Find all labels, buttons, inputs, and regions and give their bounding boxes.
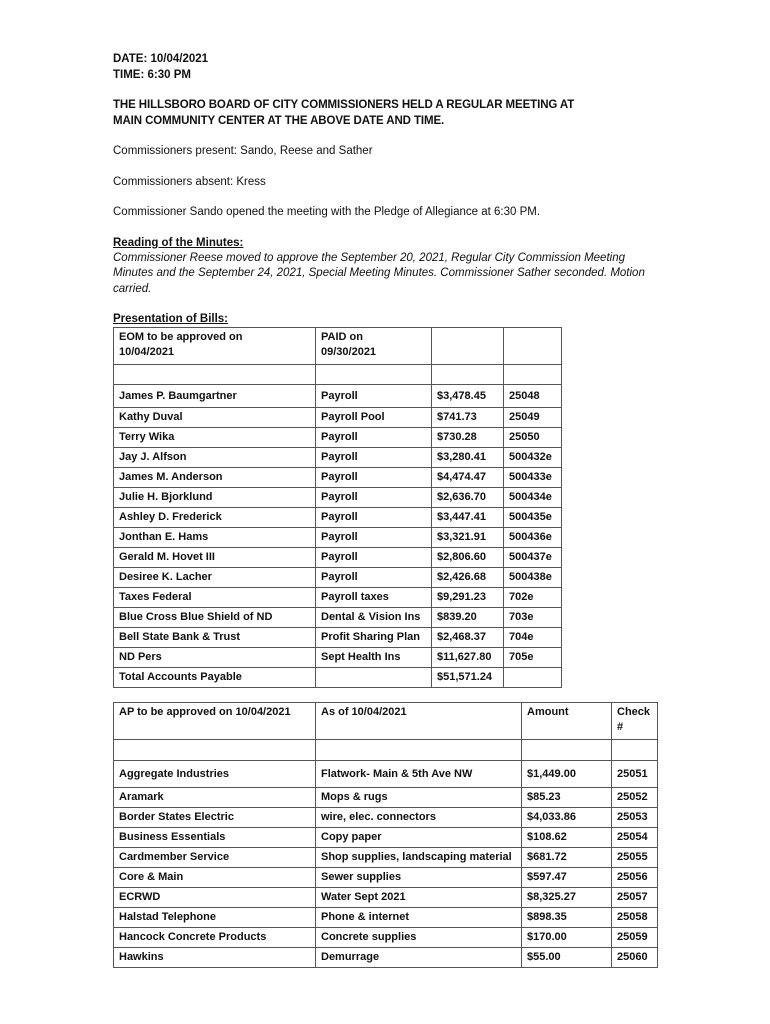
name-cell: Bell State Bank & Trust xyxy=(114,628,316,648)
amount-cell: $839.20 xyxy=(432,608,504,628)
desc-cell: Shop supplies, landscaping material xyxy=(316,848,522,868)
check-cell: 704e xyxy=(504,628,562,648)
table-row xyxy=(114,868,658,888)
amount-cell: $741.73 xyxy=(432,408,504,428)
amount-cell: $597.47 xyxy=(522,868,612,888)
check-cell: 25056 xyxy=(612,868,658,888)
desc-cell: Dental & Vision Ins xyxy=(316,608,432,628)
bills-heading: Presentation of Bills: xyxy=(113,313,229,325)
check-cell: 25055 xyxy=(612,848,658,868)
check-cell: 500438e xyxy=(504,568,562,588)
name-cell: James M. Anderson xyxy=(114,468,316,488)
bills-total-label: Total Accounts Payable xyxy=(114,668,316,688)
commissioners-absent: Commissioners absent: Kress xyxy=(113,175,266,188)
amount-cell: $2,468.37 xyxy=(432,628,504,648)
check-cell: 25054 xyxy=(612,828,658,848)
desc-cell: Payroll xyxy=(316,448,432,468)
meeting-title-line1: THE HILLSBORO BOARD OF CITY COMMISSIONERS HELD A REGULAR MEETING AT xyxy=(113,99,575,111)
bills-total-amount: $51,571.24 xyxy=(432,668,504,688)
bills-col2-header-line2: 09/30/2021 xyxy=(321,346,377,358)
ap-col4-header-line2: # xyxy=(617,721,624,733)
desc-cell: Mops & rugs xyxy=(316,788,522,808)
ap-col2-header: As of 10/04/2021 xyxy=(316,703,522,740)
amount-cell: $9,291.23 xyxy=(432,588,504,608)
table-row xyxy=(114,528,562,548)
table-row xyxy=(114,948,658,968)
name-cell: Core & Main xyxy=(114,868,316,888)
table-row xyxy=(114,928,658,948)
desc-cell: Concrete supplies xyxy=(316,928,522,948)
amount-cell: $4,474.47 xyxy=(432,468,504,488)
name-cell: Jay J. Alfson xyxy=(114,448,316,468)
desc-cell: Payroll xyxy=(316,428,432,448)
desc-cell: Payroll xyxy=(316,488,432,508)
desc-cell: Payroll Pool xyxy=(316,408,432,428)
check-cell: 500432e xyxy=(504,448,562,468)
desc-cell: Flatwork- Main & 5th Ave NW xyxy=(316,761,522,788)
desc-cell: Payroll xyxy=(316,568,432,588)
bills-col1-header-line2: 10/04/2021 xyxy=(119,346,175,358)
minutes-line3: carried. xyxy=(113,282,152,295)
check-cell: 25058 xyxy=(612,908,658,928)
check-cell: 25052 xyxy=(612,788,658,808)
check-cell: 25057 xyxy=(612,888,658,908)
check-cell: 25049 xyxy=(504,408,562,428)
amount-cell: $898.35 xyxy=(522,908,612,928)
amount-cell: $8,325.27 xyxy=(522,888,612,908)
name-cell: Kathy Duval xyxy=(114,408,316,428)
name-cell: Gerald M. Hovet III xyxy=(114,548,316,568)
name-cell: Jonthan E. Hams xyxy=(114,528,316,548)
check-cell: 25050 xyxy=(504,428,562,448)
check-cell: 500436e xyxy=(504,528,562,548)
name-cell: James P. Baumgartner xyxy=(114,385,316,408)
name-cell: ECRWD xyxy=(114,888,316,908)
name-cell: Halstad Telephone xyxy=(114,908,316,928)
table-row xyxy=(114,648,562,668)
name-cell: Taxes Federal xyxy=(114,588,316,608)
check-cell: 25048 xyxy=(504,385,562,408)
meeting-date: DATE: 10/04/2021 xyxy=(113,53,209,65)
desc-cell: Sept Health Ins xyxy=(316,648,432,668)
check-cell: 25051 xyxy=(612,761,658,788)
meeting-time: TIME: 6:30 PM xyxy=(113,68,191,81)
amount-cell: $85.23 xyxy=(522,788,612,808)
name-cell: Blue Cross Blue Shield of ND xyxy=(114,608,316,628)
amount-cell: $2,426.68 xyxy=(432,568,504,588)
table-row xyxy=(114,448,562,468)
meeting-title-line2: MAIN COMMUNITY CENTER AT THE ABOVE DATE AND TIME. xyxy=(113,114,445,127)
amount-cell: $2,636.70 xyxy=(432,488,504,508)
name-cell: Ashley D. Frederick xyxy=(114,508,316,528)
check-cell: 703e xyxy=(504,608,562,628)
desc-cell: Payroll taxes xyxy=(316,588,432,608)
table-row xyxy=(114,761,658,788)
check-cell: 705e xyxy=(504,648,562,668)
bills-col2-header-line1: PAID on xyxy=(321,331,363,343)
ap-col4-header-line1: Check xyxy=(617,706,651,718)
table-row xyxy=(114,908,658,928)
document-page xyxy=(113,52,673,968)
amount-cell: $2,806.60 xyxy=(432,548,504,568)
table-row xyxy=(114,828,658,848)
name-cell: Hawkins xyxy=(114,948,316,968)
commissioners-present: Commissioners present: Sando, Reese and Sather xyxy=(113,145,373,157)
amount-cell: $3,478.45 xyxy=(432,385,504,408)
bills-col1-header xyxy=(114,328,316,365)
desc-cell: Sewer supplies xyxy=(316,868,522,888)
table-row xyxy=(114,888,658,908)
amount-cell: $1,449.00 xyxy=(522,761,612,788)
name-cell: Aramark xyxy=(114,788,316,808)
desc-cell: Payroll xyxy=(316,508,432,528)
amount-cell: $170.00 xyxy=(522,928,612,948)
desc-cell: Payroll xyxy=(316,548,432,568)
desc-cell: Payroll xyxy=(316,385,432,408)
bills-col3-header xyxy=(432,328,504,365)
bills-col4-header xyxy=(504,328,562,365)
check-cell: 500434e xyxy=(504,488,562,508)
table-row xyxy=(114,608,562,628)
ap-col3-header: Amount xyxy=(522,703,612,740)
name-cell: Hancock Concrete Products xyxy=(114,928,316,948)
name-cell: Terry Wika xyxy=(114,428,316,448)
ap-col1-header: AP to be approved on 10/04/2021 xyxy=(114,703,316,740)
table-row xyxy=(114,428,562,448)
table-row xyxy=(114,548,562,568)
check-cell: 25053 xyxy=(612,808,658,828)
bills-col2-header xyxy=(316,328,432,365)
bills-table xyxy=(113,327,562,688)
amount-cell: $11,627.80 xyxy=(432,648,504,668)
name-cell: Aggregate Industries xyxy=(114,761,316,788)
desc-cell: Payroll xyxy=(316,468,432,488)
name-cell: ND Pers xyxy=(114,648,316,668)
table-row xyxy=(114,788,658,808)
bills-col1-header-line1: EOM to be approved on xyxy=(119,331,243,343)
check-cell: 702e xyxy=(504,588,562,608)
name-cell: Business Essentials xyxy=(114,828,316,848)
desc-cell: Demurrage xyxy=(316,948,522,968)
check-cell: 500435e xyxy=(504,508,562,528)
ap-col4-header xyxy=(612,703,658,740)
amount-cell: $681.72 xyxy=(522,848,612,868)
check-cell: 25059 xyxy=(612,928,658,948)
table-row xyxy=(114,385,562,408)
desc-cell: Phone & internet xyxy=(316,908,522,928)
table-row xyxy=(114,488,562,508)
amount-cell: $55.00 xyxy=(522,948,612,968)
table-row xyxy=(114,808,658,828)
amount-cell: $3,447.41 xyxy=(432,508,504,528)
name-cell: Cardmember Service xyxy=(114,848,316,868)
desc-cell: Payroll xyxy=(316,528,432,548)
amount-cell: $3,321.91 xyxy=(432,528,504,548)
name-cell: Julie H. Bjorklund xyxy=(114,488,316,508)
check-cell: 500437e xyxy=(504,548,562,568)
ap-table xyxy=(113,702,658,968)
table-row xyxy=(114,508,562,528)
amount-cell: $108.62 xyxy=(522,828,612,848)
desc-cell: wire, elec. connectors xyxy=(316,808,522,828)
desc-cell: Profit Sharing Plan xyxy=(316,628,432,648)
name-cell: Desiree K. Lacher xyxy=(114,568,316,588)
table-row xyxy=(114,468,562,488)
table-row xyxy=(114,408,562,428)
amount-cell: $4,033.86 xyxy=(522,808,612,828)
table-row xyxy=(114,628,562,648)
desc-cell: Copy paper xyxy=(316,828,522,848)
amount-cell: $3,280.41 xyxy=(432,448,504,468)
minutes-line2: Minutes and the September 24, 2021, Special Meeting Minutes. Commissioner Sather seconded. Motion xyxy=(113,267,645,279)
meeting-opening: Commissioner Sando opened the meeting with the Pledge of Allegiance at 6:30 PM. xyxy=(113,206,541,218)
table-row xyxy=(114,848,658,868)
table-row xyxy=(114,568,562,588)
check-cell: 500433e xyxy=(504,468,562,488)
minutes-line1: Commissioner Reese moved to approve the September 20, 2021, Regular City Commission Meeting xyxy=(113,251,625,264)
amount-cell: $730.28 xyxy=(432,428,504,448)
minutes-heading: Reading of the Minutes: xyxy=(113,236,244,249)
name-cell: Border States Electric xyxy=(114,808,316,828)
check-cell: 25060 xyxy=(612,948,658,968)
table-row xyxy=(114,588,562,608)
desc-cell: Water Sept 2021 xyxy=(316,888,522,908)
